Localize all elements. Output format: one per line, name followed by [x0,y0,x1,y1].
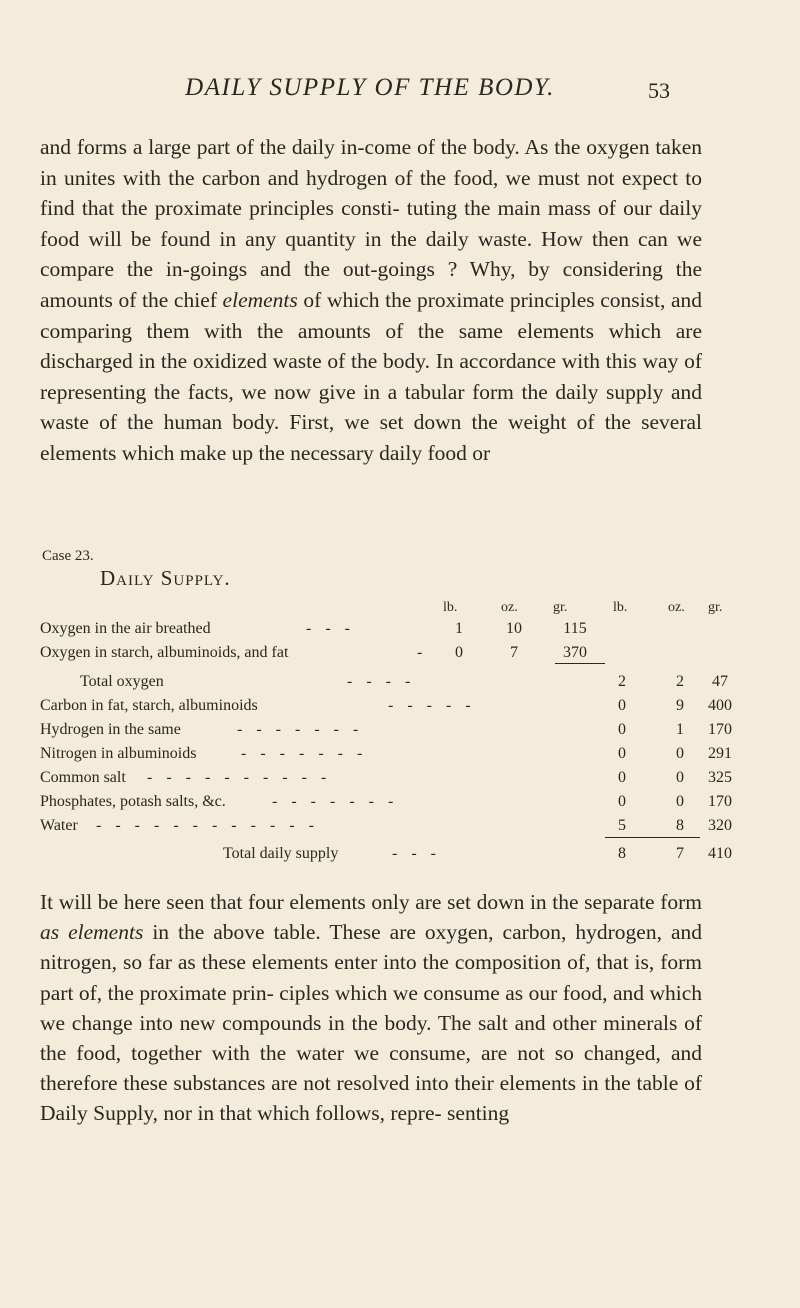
unit-main-lb: lb. [613,600,628,615]
intro-text-1: and forms a large part of the daily in-come of the body. As the oxygen taken in unites with the carbon and hydrogen of the food, we must not expect to find that the proximate principles consti- tuting the main mass of our daily food will be found in any quantity in the daily waste. How then can we compare the in-goings and the out-goings ? Why, by considering the amounts of the chief [40,135,702,312]
cell-main-oz: 8 [676,817,684,834]
cell-main-gr: 400 [708,697,732,714]
cell-main-oz: 0 [676,769,684,786]
cell-sub-lb: 0 [455,644,463,661]
cell-sub-oz: 7 [510,644,518,661]
intro-text-2: of which the proximate principles consist, and comparing them with the amounts of the same elements which are discharged in the oxidized waste of the body. In accordance with this way of representing the facts, we now give in a tabular form the daily supply and waste of the human body. First, we set down the weight of the several elements which make up the necessary daily food or [40,287,703,465]
cell-main-gr: 47 [712,673,728,690]
cell-main-oz: 9 [676,697,684,714]
row-label: Hydrogen in the same [40,721,181,738]
unit-sub-oz: oz. [501,600,518,615]
row-label: Oxygen in starch, albuminoids, and fat [40,644,289,661]
cell-main-gr: 320 [708,817,732,834]
table-row-phosphates [40,793,740,813]
table-row-oxygen-food [40,644,740,664]
unit-main-gr: gr. [708,600,723,615]
cell-main-lb: 5 [618,817,626,834]
cell-main-gr: 170 [708,721,732,738]
cell-main-lb: 0 [618,793,626,810]
case-label: Case 23. [42,548,94,564]
row-leader: - - - - - - - [241,745,368,762]
table-row-water [40,817,740,837]
row-label: Oxygen in the air breathed [40,620,211,637]
cell-main-lb: 2 [618,673,626,690]
cell-sub-gr: 370 [563,644,587,661]
table-row-hydrogen [40,721,740,741]
row-leader: - - - - - [388,697,476,714]
row-label: Total oxygen [80,673,164,690]
table-row-total-oxygen [40,673,740,693]
row-leader: - - - - - - - - - - - - [96,817,319,834]
row-label: Carbon in fat, starch, albuminoids [40,697,258,714]
cell-main-oz: 2 [676,673,684,690]
row-label: Total daily supply [223,845,339,862]
cell-main-gr: 325 [708,769,732,786]
row-label: Common salt [40,769,126,786]
table-row-carbon [40,697,740,717]
row-leader: - - - - [347,673,416,690]
table-row-nitrogen [40,745,740,765]
cell-main-oz: 0 [676,745,684,762]
cell-main-lb: 0 [618,769,626,786]
total-rule [605,837,700,838]
cell-main-oz: 7 [676,845,684,862]
cell-main-lb: 0 [618,721,626,738]
cell-main-gr: 291 [708,745,732,762]
intro-emphasis: elements [222,287,298,312]
page-number: 53 [648,78,670,103]
cell-main-oz: 0 [676,793,684,810]
cell-main-lb: 0 [618,697,626,714]
table-title: Daily Supply. [100,566,231,590]
row-label: Nitrogen in albuminoids [40,745,197,762]
running-head: DAILY SUPPLY OF THE BODY. [185,74,555,101]
table-row-total-supply [40,845,740,865]
cell-main-lb: 0 [618,745,626,762]
subtotal-rule [555,663,605,664]
unit-sub-lb: lb. [443,600,458,615]
row-leader: - - - [392,845,441,862]
row-leader: - - - [306,620,355,637]
cell-main-lb: 8 [618,845,626,862]
cell-sub-oz: 10 [506,620,522,637]
intro-paragraph [40,132,702,469]
cell-main-gr: 410 [708,845,732,862]
unit-sub-gr: gr. [553,600,568,615]
cell-main-oz: 1 [676,721,684,738]
conclusion-paragraph [40,887,702,1129]
cell-sub-gr: 115 [563,620,587,637]
row-label: Phosphates, potash salts, &c. [40,793,226,810]
row-label: Water [40,817,78,834]
row-leader: - - - - - - - - - - [147,769,332,786]
table-row-oxygen-air [40,620,740,640]
row-leader: - [417,644,428,661]
unit-main-oz: oz. [668,600,685,615]
conclusion-text-1: It will be here seen that four elements only are set down in the separate form [40,890,702,914]
cell-main-gr: 170 [708,793,732,810]
conclusion-text-2: in the above table. These are oxygen, carbon, hydrogen, and nitrogen, so far as these elements enter into the composition of, that is, form part of, the proximate prin- ciples which we consume as our food, and which we change into new compounds in the body. The salt and other minerals of the food, together with the water we consume, are not so changed, and therefore these substances are not resolved into their elements in the table of Daily Supply, nor in that which follows, repre- senting [40,920,702,1126]
row-leader: - - - - - - - [272,793,399,810]
cell-sub-lb: 1 [455,620,463,637]
conclusion-emphasis: as elements [40,920,144,945]
table-row-salt [40,769,740,789]
row-leader: - - - - - - - [237,721,364,738]
